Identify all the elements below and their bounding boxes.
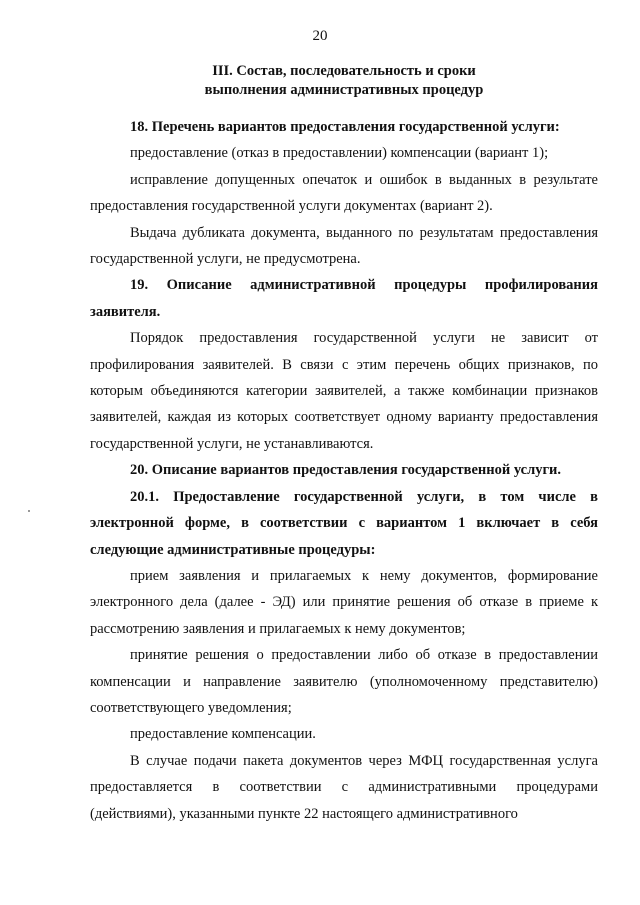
paragraph: предоставление (отказ в предоставлении) компенсации (вариант 1); (130, 145, 549, 162)
paragraph: Выдача дубликата документа, выданного по результатам предоставления государственной услуги, не предусмотрена. (90, 224, 598, 268)
heading-20-1: 20.1. Предоставление государственной услуги, в том числе в электронной форме, в соответствии с вариантом 1 включает в себя следующие административные процедуры: (90, 488, 598, 558)
section-title-line-2: выполнения административных процедур (204, 82, 484, 98)
section-title (90, 62, 598, 100)
paragraph: прием заявления и прилагаемых к нему документов, формирование электронного дела (далее - ЭД) или принятие решения об отказе в приеме к рассмотрению заявления и прилагаемых к нему документов; (90, 567, 598, 637)
paragraph: Порядок предоставления государственной услуги не зависит от профилирования заявителей. В связи с этим перечень общих признаков, по которым объединяются категории заявителей, а также комбинации признаков заявителей, каждая из которых соответствует одному варианту предоставления государственной услуги, не устанавливаются. (90, 330, 598, 452)
paragraph: принятие решения о предоставлении либо об отказе в предоставлении компенсации и направление заявителю (уполномоченному представителю) соответствующего уведомления; (90, 647, 598, 716)
heading-20: 20. Описание вариантов предоставления государственной услуги. (130, 462, 562, 479)
heading-19: 19. Описание административной процедуры профилирования заявителя. (90, 277, 598, 320)
paragraph: предоставление компенсации. (130, 726, 316, 743)
paragraph: исправление допущенных опечаток и ошибок в выданных в результате предоставления государственной услуги документах (вариант 2). (90, 171, 598, 215)
page-number: 20 (312, 28, 328, 44)
heading-18: 18. Перечень вариантов предоставления государственной услуги: (130, 119, 560, 135)
document-body (90, 114, 598, 827)
scan-speck (28, 510, 30, 512)
paragraph: В случае подачи пакета документов через МФЦ государственная услуга предоставляется в соответствии с административными процедурами (действиями), указанными пункте 22 настоящего административного (90, 752, 598, 822)
section-title-line-1: III. Состав, последовательность и сроки (212, 63, 476, 79)
